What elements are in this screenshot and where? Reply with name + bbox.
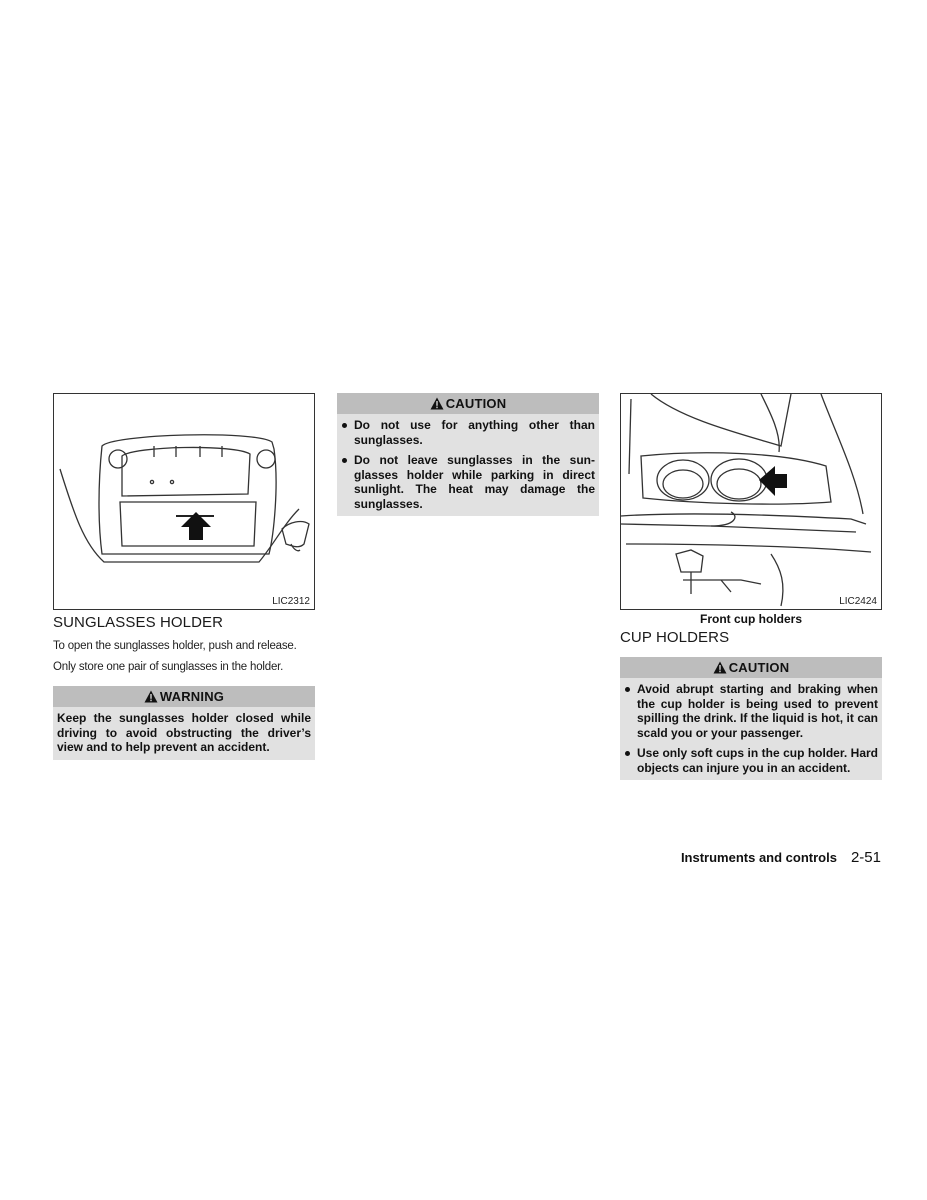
sunglasses-holder-illustration	[54, 394, 314, 609]
caution-list	[624, 682, 878, 775]
figure-code: LIC2312	[272, 596, 310, 607]
sunglasses-holder-title: SUNGLASSES HOLDER	[53, 614, 224, 631]
warning-triangle-icon	[713, 661, 727, 674]
figure-caption: Front cup holders	[700, 612, 802, 626]
footer-section-name: Instruments and controls	[680, 850, 837, 865]
caution-list	[341, 418, 595, 511]
warning-triangle-icon	[430, 397, 444, 410]
page-footer	[681, 849, 881, 866]
cup-holders-title: CUP HOLDERS	[620, 629, 730, 646]
caution-item: Do not use for anything other than sunglasses.	[341, 418, 595, 447]
warning-label: WARNING	[159, 689, 225, 704]
caution-item: Avoid abrupt starting and braking when the cup holder is being used to prevent spilling the drink. If the liquid is hot, it can scald you or your passenger.	[624, 682, 878, 740]
caution-header	[337, 393, 599, 414]
figure-code: LIC2424	[839, 596, 877, 607]
warning-text: Keep the sunglasses holder closed while driving to avoid obstructing the driver’s view and to help prevent an accident.	[57, 711, 311, 754]
caution-label: CAUTION	[445, 396, 507, 411]
warning-triangle-icon	[144, 690, 158, 703]
warning-header	[53, 686, 315, 707]
caution-item: Use only soft cups in the cup holder. Hard objects can injure you in an accident.	[624, 746, 878, 775]
sunglasses-caution-box	[337, 393, 599, 516]
sunglasses-paragraph-2: Only store one pair of sunglasses in the holder.	[53, 661, 284, 673]
caution-label: CAUTION	[728, 660, 790, 675]
sunglasses-holder-figure	[53, 393, 315, 610]
cup-holders-caution-box	[620, 657, 882, 780]
sunglasses-paragraph-1: To open the sunglasses holder, push and release.	[53, 640, 297, 652]
page-number: 2-51	[850, 849, 881, 866]
sunglasses-warning-box	[53, 686, 315, 760]
caution-header	[620, 657, 882, 678]
caution-item: Do not leave sunglasses in the sun-glasses holder while parking in direct sunlight. The heat may damage the sunglasses.	[341, 453, 595, 511]
cup-holders-figure	[620, 393, 882, 610]
cup-holders-illustration	[621, 394, 881, 609]
